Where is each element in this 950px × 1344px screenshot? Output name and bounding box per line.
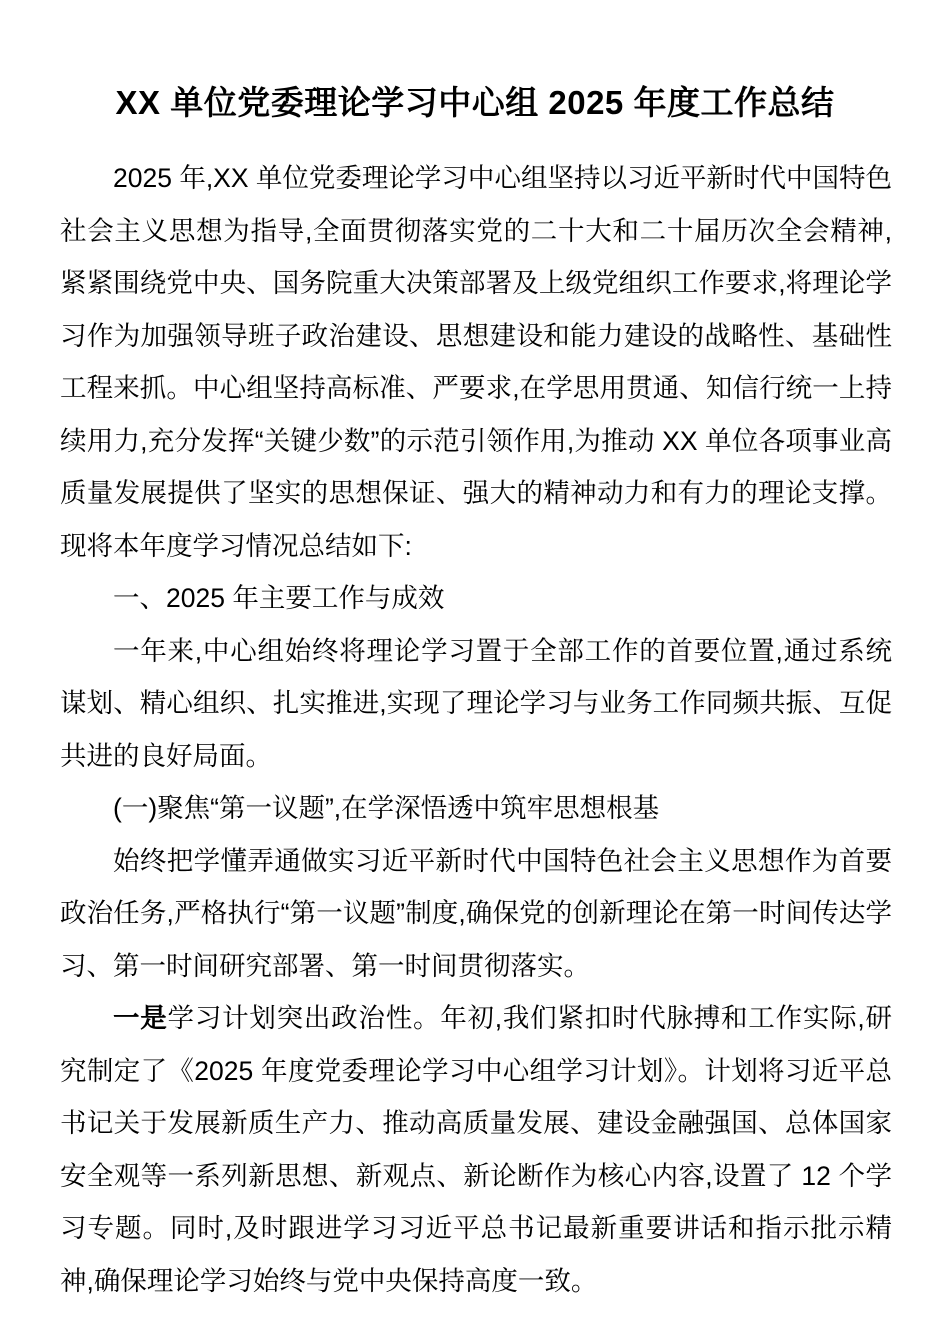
- paragraph-point-one-lead: 一是: [113, 1003, 168, 1033]
- section-heading-level-1: 一、2025 年主要工作与成效: [113, 583, 445, 613]
- paragraph-point-one-rest: 学习计划突出政治性。年初,我们紧扣时代脉搏和工作实际,研究制定了《2025 年度党委理论学习中心组学习计划》。计划将习近平总书记关于发展新质生产力、推动高质量发展、建设金融强国、总体国家安全观等一系列新思想、新观点、新论断作为核心内容,设置了 12 个学习专题。同时,及时跟进学习习近平总书记最新重要讲话和指示批示精神,确保理论学习始终与党中央保持高度一致。: [60, 1003, 893, 1296]
- paragraph-point-one: [60, 992, 892, 1307]
- section-heading-level-2: (一)聚焦“第一议题”,在学深悟透中筑牢思想根基: [113, 793, 660, 823]
- paragraph-first-agenda: 始终把学懂弄通做实习近平新时代中国特色社会主义思想作为首要政治任务,严格执行“第一议题”制度,确保党的创新理论在第一时间传达学习、第一时间研究部署、第一时间贯彻落实。: [60, 845, 892, 981]
- paragraph-opening: 2025 年,XX 单位党委理论学习中心组坚持以习近平新时代中国特色社会主义思想为指导,全面贯彻落实党的二十大和二十届历次全会精神,紧紧围绕党中央、国务院重大决策部署及上级党组织工作要求,将理论学习作为加强领导班子政治建设、思想建设和能力建设的战略性、基础性工程来抓。中心组坚持高标准、严要求,在学思用贯通、知信行统一上持续用力,充分发挥“关键少数”的示范引领作用,为推动 XX 单位各项事业高质量发展提供了坚实的思想保证、强大的精神动力和有力的理论支撑。现将本年度学习情况总结如下:: [60, 163, 892, 561]
- page-title: XX 单位党委理论学习中心组 2025 年度工作总结: [115, 84, 835, 122]
- paragraph-overview: 一年来,中心组始终将理论学习置于全部工作的首要位置,通过系统谋划、精心组织、扎实推进,实现了理论学习与业务工作同频共振、互促共进的良好局面。: [60, 635, 892, 771]
- document-body: [60, 152, 892, 1307]
